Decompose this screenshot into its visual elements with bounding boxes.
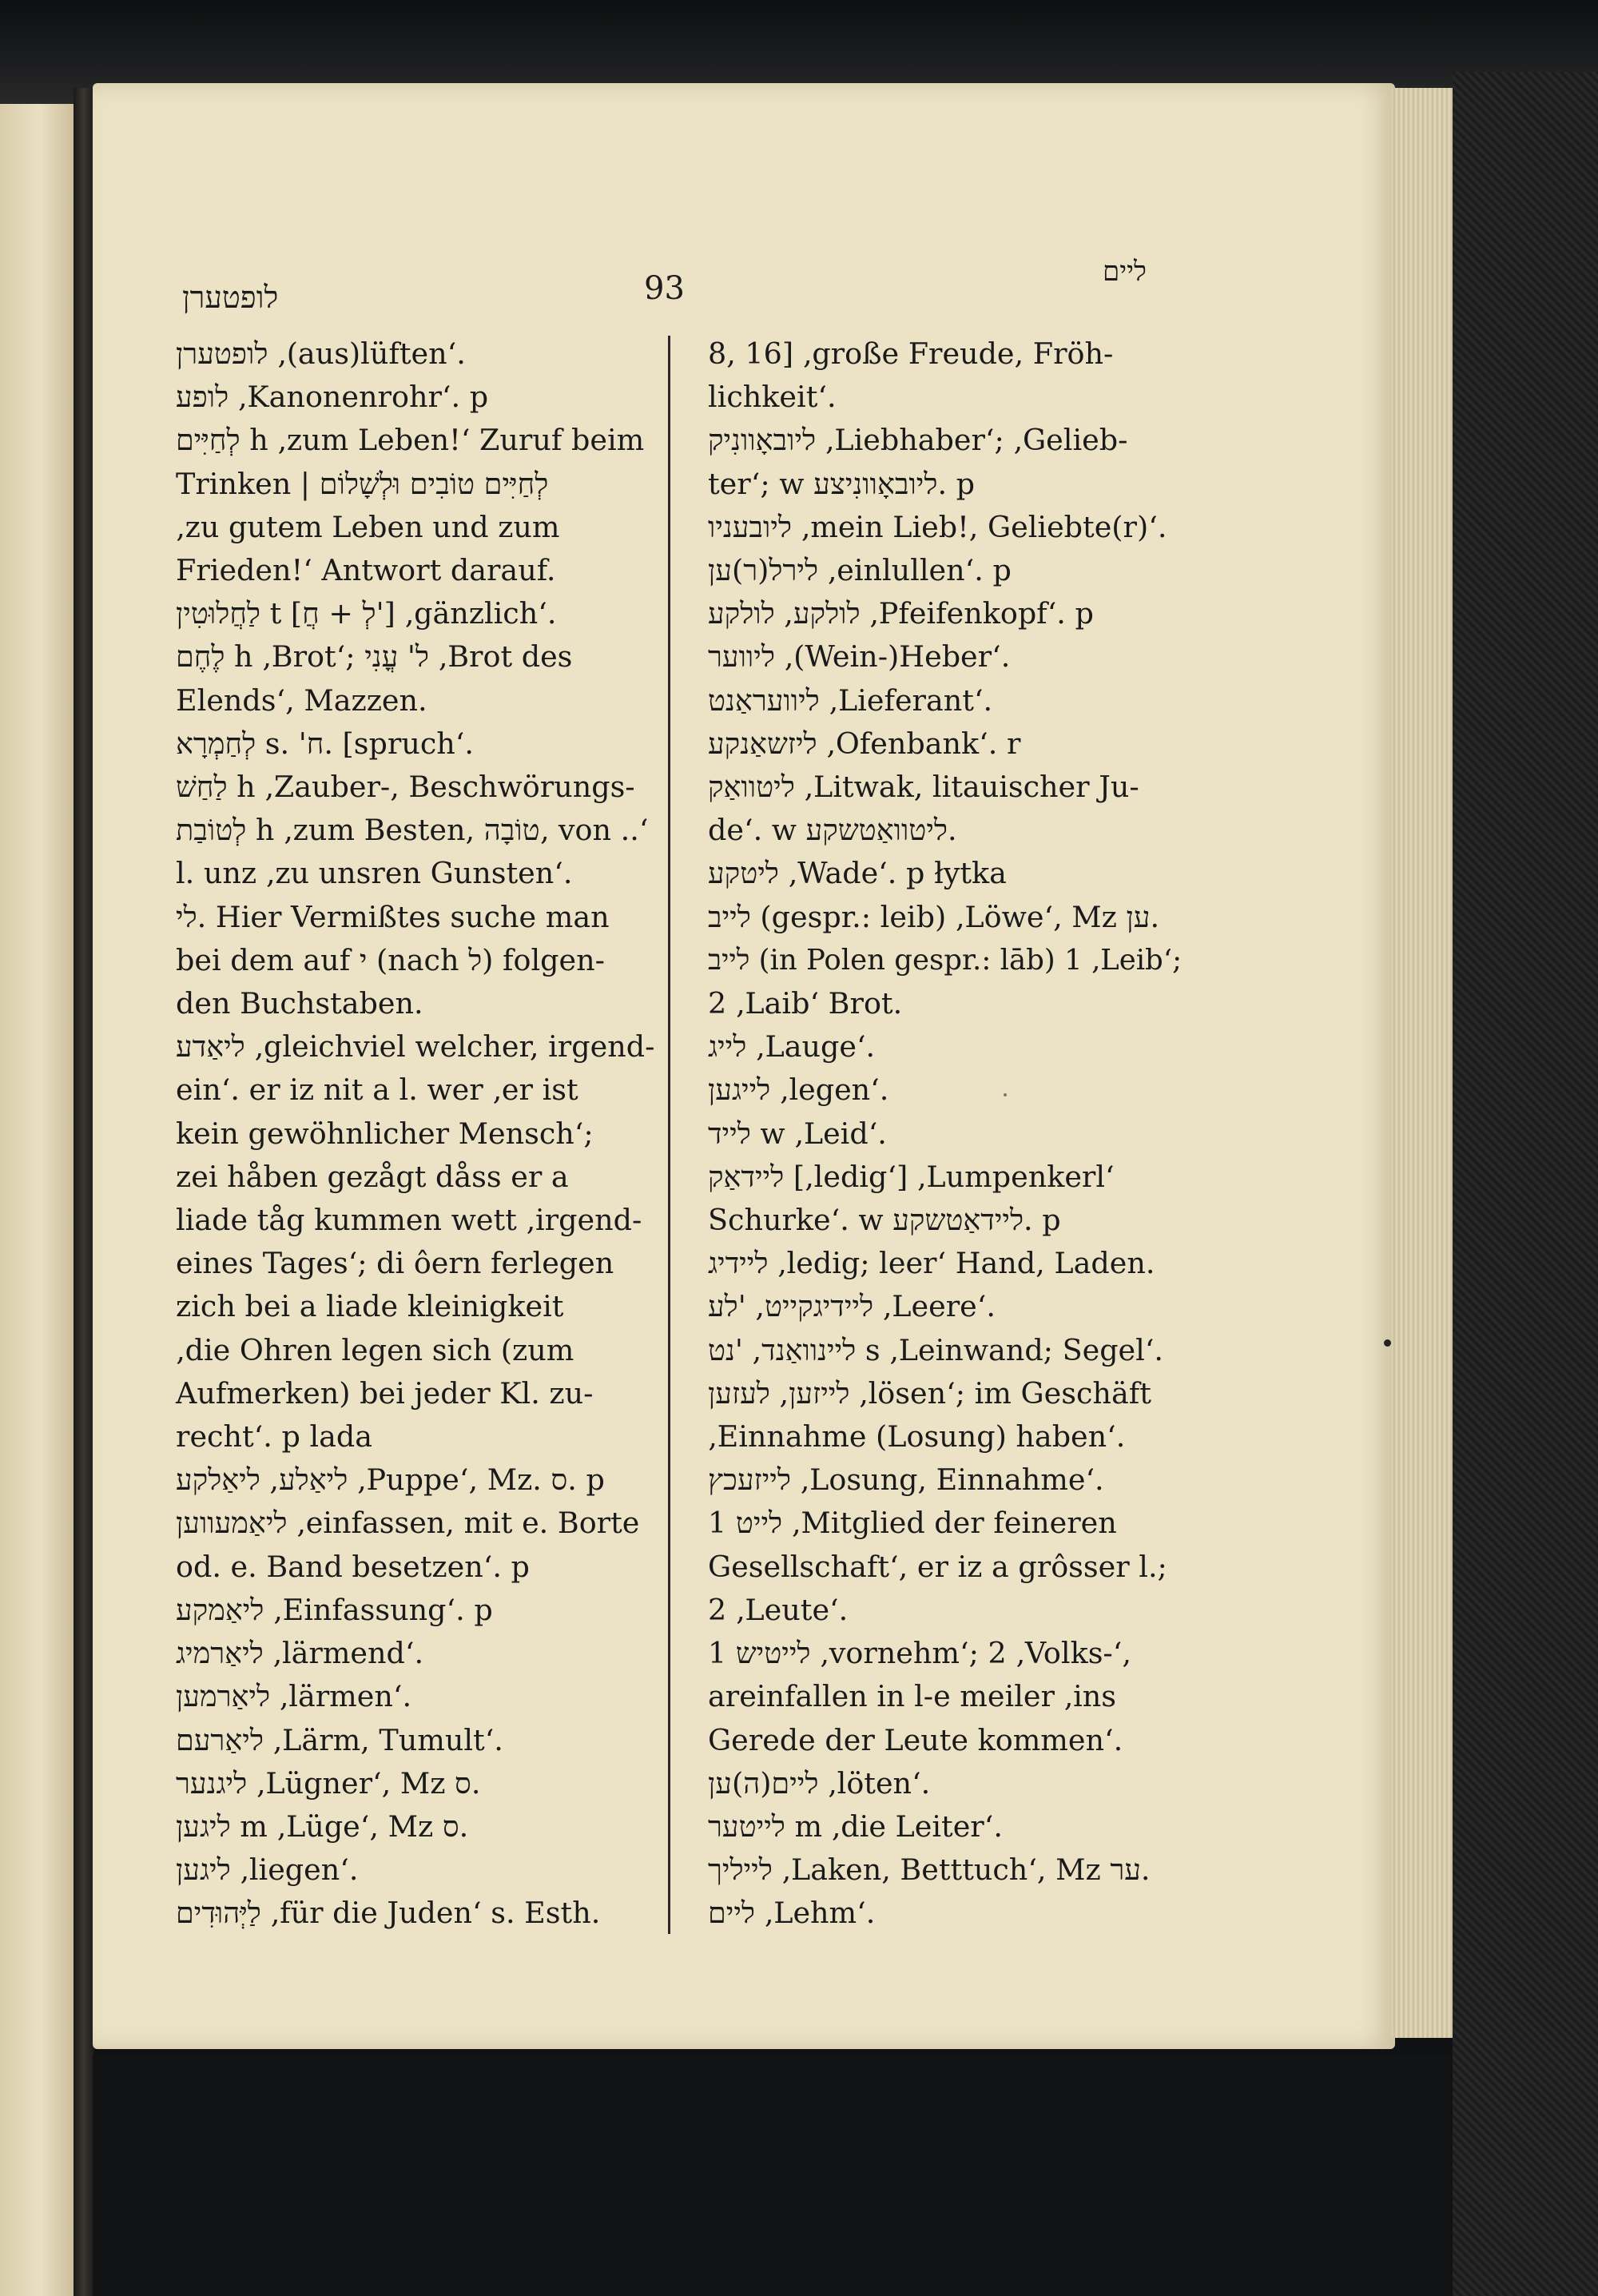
entry-line: ליגנער ‚Lügner‘, Mz ס. — [176, 1765, 481, 1801]
entry-line: ליאַלע, ליאַלקע ‚Puppe‘, Mz. ס. p — [176, 1462, 605, 1498]
right-column — [708, 332, 1187, 1936]
entry-line: od. e. Band besetzen‘. p — [176, 1549, 530, 1584]
entry-line: zich bei a liade kleinigkeit — [176, 1289, 564, 1324]
entry-line: den Buchstaben. — [176, 986, 423, 1021]
entry-line: ein‘. er iz nit a l. wer ‚er ist — [176, 1072, 578, 1108]
dark-background — [93, 2054, 1451, 2296]
entry-line: לייזען, לעזען ‚lösen‘; im Geschäft — [708, 1375, 1151, 1411]
page-number: 93 — [644, 270, 685, 307]
entry-line: ליגען ‚liegen‘. — [176, 1852, 359, 1888]
entry-line: לייד w ‚Leid‘. — [708, 1116, 887, 1151]
entry-line: לייליך ‚Laken, Betttuch‘, Mz ער. — [708, 1852, 1151, 1888]
entry-line: ליווער ‚(Wein-)Heber‘. — [708, 639, 1011, 674]
page-stack-edges — [1392, 88, 1456, 2038]
book-gutter — [74, 88, 94, 2296]
entry-line: ליידיגקייט, 'לע ‚Leere‘. — [708, 1289, 996, 1324]
entry-line: לופע ‚Kanonenrohr‘. p — [176, 380, 489, 415]
entry-line: לייטער m ‚die Leiter‘. — [708, 1809, 1003, 1844]
entry-line: Gerede der Leute kommen‘. — [708, 1722, 1123, 1757]
entry-line: Elends‘, Mazzen. — [176, 682, 427, 718]
entry-line: לייב (gespr.: leib) ‚Löwe‘, Mz ען. — [708, 899, 1160, 934]
book-binding — [1453, 72, 1598, 2296]
entry-line: לייגען ‚legen‘. — [708, 1072, 889, 1108]
entry-line: 2 ‚Laib‘ Brot. — [708, 986, 903, 1021]
entry-line: ter‘; w ליובאָוונִיצע. p — [708, 466, 976, 501]
entry-line: לַיְּהוּדִים ‚für die Juden‘ s. Esth. — [176, 1896, 601, 1931]
entry-line: Trinken | לְחַיִּים טוֹבִים וּלְשָׁלוֹם — [176, 466, 549, 501]
entry-line: ליאַדע ‚gleichviel welcher, irgend- — [176, 1029, 655, 1064]
entry-line: לְטוֹבַת h ‚zum Besten, טוֹבָה‚ von ..‘ — [176, 813, 649, 848]
entry-line: Aufmerken) bei jeder Kl. zu- — [176, 1375, 594, 1411]
entry-line: zei håben gezågt dåss er a — [176, 1159, 569, 1194]
entry-line: ‚die Ohren legen sich (zum — [176, 1332, 574, 1367]
entry-line: ליים ‚Lehm‘. — [708, 1896, 876, 1931]
entry-line: ליינוואַנד, 'נט s ‚Leinwand; Segel‘. — [708, 1332, 1164, 1367]
entry-line: לופטערן ‚(aus)lüften‘. — [176, 336, 466, 371]
entry-line: לי. Hier Vermißtes suche man — [176, 899, 610, 934]
entry-line: ליים(ה)ען ‚löten‘. — [708, 1765, 931, 1801]
entry-line: לְחַיִּים h ‚zum Leben!‘ Zuruf beim — [176, 423, 645, 458]
entry-line: ליאַמעווען ‚einfassen, mit e. Borte — [176, 1506, 640, 1541]
entry-line: ליובאָוונִיק ‚Liebhaber‘; ‚Gelieb- — [708, 423, 1128, 458]
entry-line: ליטקע ‚Wade‘. p łytka — [708, 856, 1007, 891]
entry-line: 8, 16] ‚große Freude, Fröh- — [708, 336, 1114, 371]
entry-line: לייג ‚Lauge‘. — [708, 1029, 876, 1064]
running-head-right: ליים — [1103, 256, 1147, 288]
entry-line: לַחַשׁ h ‚Zauber-, Beschwörungs- — [176, 770, 635, 805]
column-divider — [668, 336, 670, 1934]
entry-line: לַחֲלוּטִין t [לְ + חֲ'] ‚gänzlich‘. — [176, 596, 557, 631]
entry-line: Frieden!‘ Antwort darauf. — [176, 553, 556, 588]
entry-line: ליטוואַק ‚Litwak, litauischer Ju- — [708, 770, 1139, 805]
entry-line: ליאַרמיג ‚lärmend‘. — [176, 1636, 424, 1671]
entry-line: ליאַרמען ‚lärmen‘. — [176, 1679, 412, 1714]
print-speck — [1384, 1339, 1391, 1347]
entry-line: 2 ‚Leute‘. — [708, 1592, 849, 1627]
entry-line: לייב (in Polen gespr.: lāb) 1 ‚Leib‘; — [708, 943, 1183, 977]
running-head-left: לופטערן — [182, 280, 279, 315]
entry-line: לולקע, לולקע ‚Pfeifenkopf‘. p — [708, 596, 1094, 631]
entry-line: liade tåg kummen wett ‚irgend- — [176, 1203, 642, 1238]
previous-page-edge — [0, 104, 74, 2296]
entry-line: kein gewöhnlicher Mensch‘; — [176, 1116, 594, 1151]
entry-line: ליזשאַנקע ‚Ofenbank‘. r — [708, 726, 1021, 761]
entry-line: recht‘. p lada — [176, 1419, 373, 1454]
entry-line: ליידיג ‚ledig; leer‘ Hand, Laden. — [708, 1246, 1155, 1281]
entry-line: Schurke‘. w ליידאַטשקע. p — [708, 1203, 1061, 1238]
entry-line: eines Tages‘; di ôern ferlegen — [176, 1246, 614, 1281]
entry-line: לֶחֶם h ‚Brot‘; ל' עֳנִי ‚Brot des — [176, 639, 573, 674]
entry-line: Gesellschaft‘, er iz a grôsser l.; — [708, 1549, 1167, 1584]
entry-line: ליאַמקע ‚Einfassung‘. p — [176, 1592, 493, 1627]
entry-line: de‘. w ליטוואַטשקע. — [708, 813, 957, 848]
entry-line: ליידאַק [‚ledig‘] ‚Lumpenkerl‘ — [708, 1159, 1115, 1194]
entry-line: bei dem auf י (nach ל) folgen- — [176, 942, 605, 977]
entry-line: לייטיש 1 ‚vornehm‘; 2 ‚Volks-‘, — [708, 1636, 1131, 1671]
left-column — [176, 332, 655, 1936]
entry-line: areinfallen in l-e meiler ‚ins — [708, 1679, 1117, 1714]
entry-line: ליובעניו ‚mein Lieb!, Geliebte(r)‘. — [708, 509, 1167, 544]
entry-line: ליאַרעם ‚Lärm, Tumult‘. — [176, 1722, 503, 1757]
entry-line: ‚zu gutem Leben und zum — [176, 509, 560, 544]
entry-line: לְחַמְרָא s. 'ח. [spruch‘. — [176, 726, 474, 761]
entry-line: lichkeit‘. — [708, 380, 837, 415]
entry-line: לייזעכץ ‚Losung, Einnahme‘. — [708, 1462, 1104, 1498]
print-speck — [1004, 1093, 1007, 1096]
entry-line: ליגען m ‚Lüge‘, Mz ס. — [176, 1809, 469, 1844]
entry-line: לירל(ר)ען ‚einlullen‘. p — [708, 553, 1012, 588]
entry-line: l. unz ‚zu unsren Gunsten‘. — [176, 856, 573, 891]
entry-line: לייט 1 ‚Mitglied der feineren — [708, 1506, 1117, 1541]
entry-line: ליוועראַנט ‚Lieferant‘. — [708, 682, 993, 718]
entry-line: ‚Einnahme (Losung) haben‘. — [708, 1419, 1126, 1454]
